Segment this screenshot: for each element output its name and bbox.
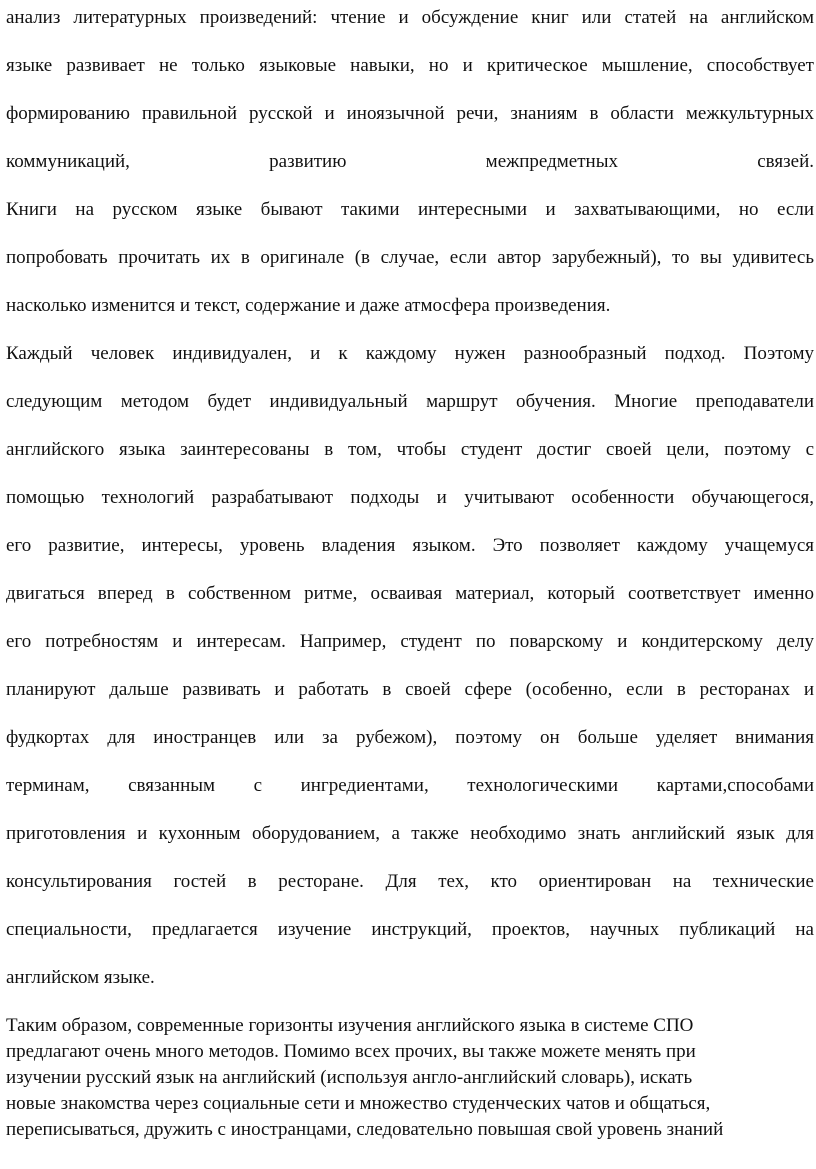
text-line: помощью технологий разрабатывают подходы и учитывают особенности обучающегося,: [6, 487, 814, 508]
text-line: английского языка заинтересованы в том, чтобы студент достиг своей цели, поэтому с: [6, 439, 814, 460]
text-line: планируют дальше развивать и работать в своей сфере (особенно, если в ресторанах и: [6, 679, 814, 700]
text-line: формированию правильной русской и иноязычной речи, знаниям в области межкультурных: [6, 103, 814, 124]
text-line: следующим методом будет индивидуальный маршрут обучения. Многие преподаватели: [6, 391, 814, 412]
text-line: переписываться, дружить с иностранцами, следовательно повышая свой уровень знаний: [6, 1119, 724, 1140]
text-line: анализ литературных произведений: чтение и обсуждение книг или статей на английском: [6, 7, 814, 28]
text-line: консультирования гостей в ресторане. Для тех, кто ориентирован на технические: [6, 871, 814, 892]
text-line: попробовать прочитать их в оригинале (в случае, если автор зарубежный), то вы удивитесь: [6, 247, 814, 268]
text-line: специальности, предлагается изучение инструкций, проектов, научных публикаций на: [6, 919, 814, 940]
text-line: английском языке.: [6, 967, 155, 988]
text-line: его потребностям и интересам. Например, студент по поварскому и кондитерскому делу: [6, 631, 814, 652]
text-line: Таким образом, современные горизонты изучения английского языка в системе СПО: [6, 1015, 694, 1036]
text-line: языке развивает не только языковые навыки, но и критическое мышление, способствует: [6, 55, 814, 76]
text-line: его развитие, интересы, уровень владения языком. Это позволяет каждому учащемуся: [6, 535, 814, 556]
text-line: новые знакомства через социальные сети и множество студенческих чатов и общаться,: [6, 1093, 711, 1114]
text-line: Книги на русском языке бывают такими интересными и захватывающими, но если: [6, 199, 814, 220]
text-line: коммуникаций, развитию межпредметных связей.: [6, 151, 814, 172]
text-line: приготовления и кухонным оборудованием, а также необходимо знать английский язык для: [6, 823, 814, 844]
text-line: терминам, связанным с ингредиентами, технологическими картами,способами: [6, 775, 814, 796]
text-line: фудкортах для иностранцев или за рубежом), поэтому он больше уделяет внимания: [6, 727, 814, 748]
text-line: изучении русский язык на английский (используя англо-английский словарь), искать: [6, 1067, 693, 1088]
text-line: насколько изменится и текст, содержание и даже атмосфера произведения.: [6, 295, 611, 316]
text-line: двигаться вперед в собственном ритме, осваивая материал, который соответствует именно: [6, 583, 814, 604]
text-line: Каждый человек индивидуален, и к каждому нужен разнообразный подход. Поэтому: [6, 343, 814, 364]
text-line: предлагают очень много методов. Помимо всех прочих, вы также можете менять при: [6, 1041, 696, 1062]
